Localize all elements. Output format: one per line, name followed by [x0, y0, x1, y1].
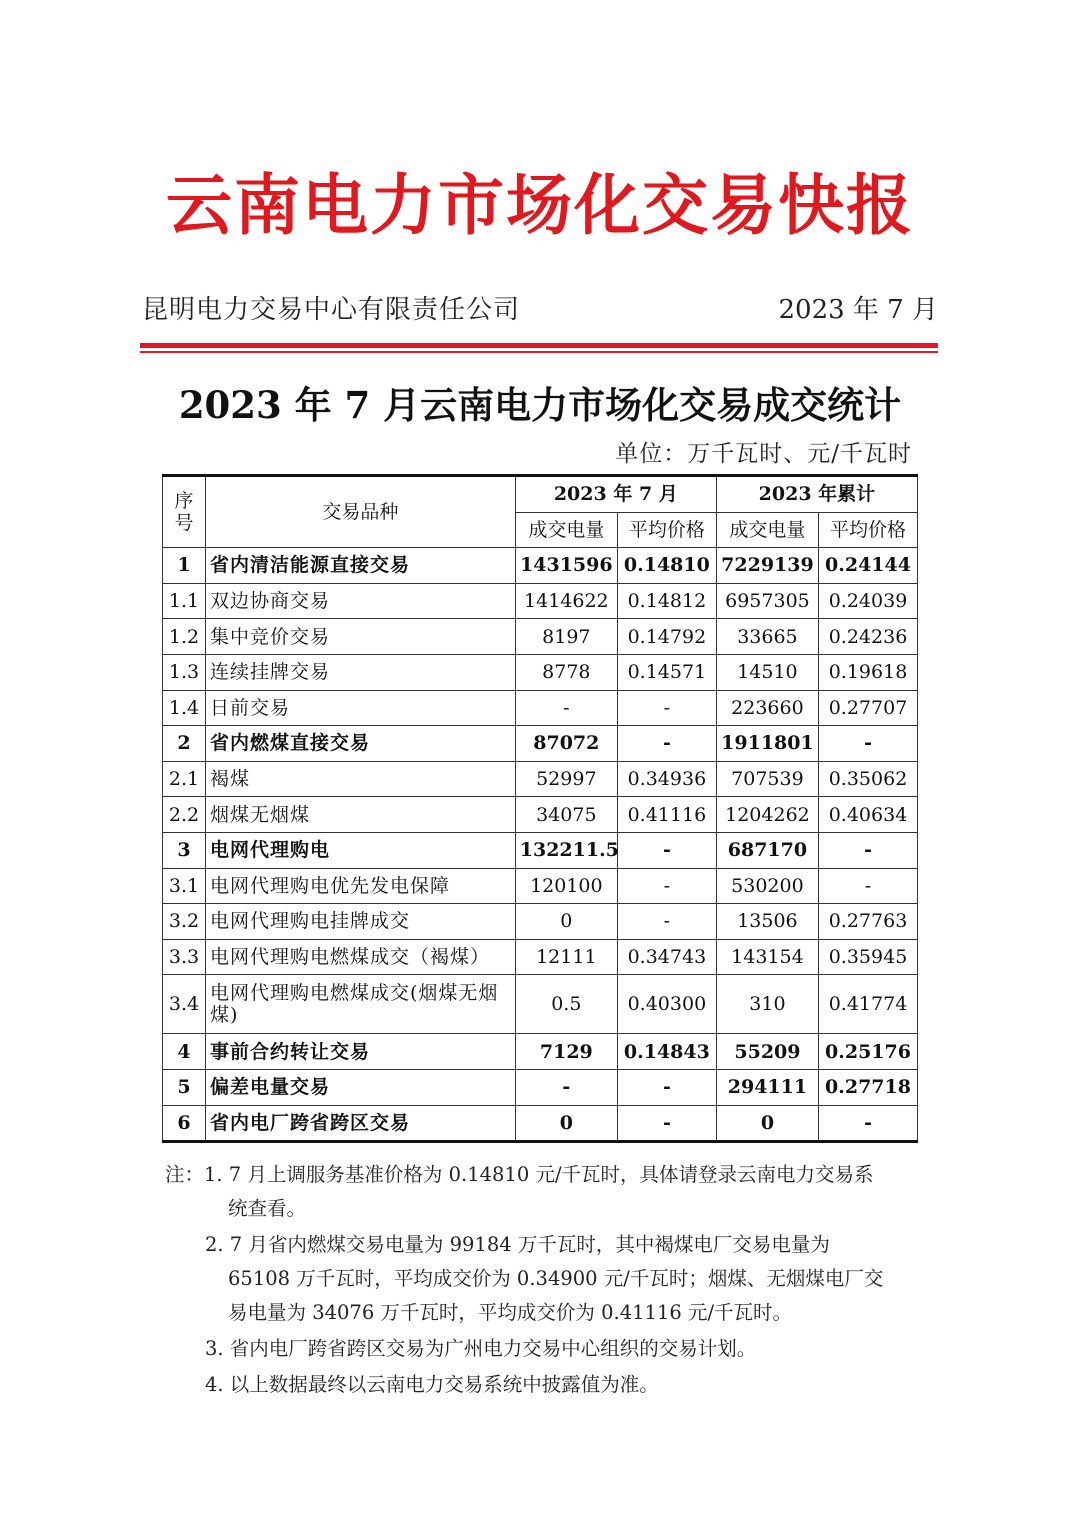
document-title: 2023 年 7 月云南电力市场化交易成交统计 [178, 383, 902, 427]
row-no: 5 [163, 1069, 206, 1105]
row-ytd-price: 0.19618 [819, 654, 918, 690]
note-2-text: 2. 7 月省内燃煤交易电量为 99184 万千瓦时，其中褐煤电厂交易电量为 [205, 1233, 830, 1256]
row-no: 1 [163, 548, 206, 584]
table-row [163, 548, 918, 584]
row-ytd-price: - [819, 726, 918, 762]
row-month-price: - [617, 868, 716, 904]
row-no: 3.2 [163, 904, 206, 940]
row-no: 2 [163, 726, 206, 762]
issue-date: 2023 年 7 月 [778, 295, 938, 325]
row-ytd-price: 0.24144 [819, 548, 918, 584]
row-no: 3 [163, 832, 206, 868]
trade-statistics-table [162, 474, 918, 1143]
row-month-volume: 34075 [515, 797, 617, 833]
row-ytd-volume: 14510 [716, 654, 818, 690]
table-row [163, 975, 918, 1034]
row-ytd-volume: 6957305 [716, 583, 818, 619]
row-ytd-volume: 310 [716, 975, 818, 1034]
row-month-price: 0.14810 [617, 548, 716, 584]
row-month-price: - [617, 1105, 716, 1142]
table-row [163, 1034, 918, 1070]
header-rule-thick [140, 343, 938, 348]
row-month-price: 0.14812 [617, 583, 716, 619]
row-ytd-volume: 1204262 [716, 797, 818, 833]
row-ytd-price: 0.24236 [819, 619, 918, 655]
row-month-price: 0.14843 [617, 1034, 716, 1070]
row-month-price: 0.34743 [617, 939, 716, 975]
note-1 [165, 1158, 925, 1226]
note-2-continuation-1: 65108 万千瓦时，平均成交价为 0.34900 元/千瓦时；烟煤、无烟煤电厂交 [228, 1267, 884, 1290]
row-month-volume: 7129 [515, 1034, 617, 1070]
row-no: 3.1 [163, 868, 206, 904]
header-month-group: 2023 年 7 月 [515, 476, 716, 513]
header-rule-thin [140, 351, 938, 353]
note-2 [165, 1228, 925, 1330]
row-ytd-price: - [819, 1105, 918, 1142]
row-month-volume: 120100 [515, 868, 617, 904]
row-no: 6 [163, 1105, 206, 1142]
row-name: 电网代理购电优先发电保障 [206, 868, 516, 904]
row-ytd-price: 0.40634 [819, 797, 918, 833]
row-ytd-volume: 55209 [716, 1034, 818, 1070]
row-name: 省内燃煤直接交易 [206, 726, 516, 762]
row-ytd-price: 0.24039 [819, 583, 918, 619]
header-ytd-volume: 成交电量 [716, 512, 818, 548]
row-ytd-price: 0.35062 [819, 761, 918, 797]
row-name: 省内清洁能源直接交易 [206, 548, 516, 584]
table-body [163, 548, 918, 1142]
row-ytd-price: 0.27718 [819, 1069, 918, 1105]
row-month-price: - [617, 726, 716, 762]
row-month-price: 0.40300 [617, 975, 716, 1034]
header-ytd-price: 平均价格 [819, 512, 918, 548]
row-ytd-volume: 223660 [716, 690, 818, 726]
row-name: 电网代理购电 [206, 832, 516, 868]
row-month-volume: - [515, 1069, 617, 1105]
row-ytd-volume: 707539 [716, 761, 818, 797]
row-ytd-volume: 0 [716, 1105, 818, 1142]
row-month-volume: 0 [515, 904, 617, 940]
row-month-volume: - [515, 690, 617, 726]
row-name: 偏差电量交易 [206, 1069, 516, 1105]
row-ytd-price: - [819, 868, 918, 904]
row-ytd-volume: 687170 [716, 832, 818, 868]
table-row [163, 797, 918, 833]
header-month-volume: 成交电量 [515, 512, 617, 548]
note-1-continuation: 统查看。 [228, 1197, 307, 1220]
issuer-row [142, 290, 938, 330]
row-month-volume: 52997 [515, 761, 617, 797]
note-4: 4. 以上数据最终以云南电力交易系统中披露值为准。 [205, 1373, 659, 1396]
row-month-price: - [617, 832, 716, 868]
row-no: 4 [163, 1034, 206, 1070]
row-month-price: 0.14571 [617, 654, 716, 690]
row-ytd-price: 0.27763 [819, 904, 918, 940]
row-name: 双边协商交易 [206, 583, 516, 619]
row-month-volume: 8197 [515, 619, 617, 655]
row-ytd-volume: 1911801 [716, 726, 818, 762]
row-name: 省内电厂跨省跨区交易 [206, 1105, 516, 1142]
row-month-price: 0.14792 [617, 619, 716, 655]
row-name: 电网代理购电燃煤成交（褐煤） [206, 939, 516, 975]
row-ytd-price: 0.27707 [819, 690, 918, 726]
table-row [163, 583, 918, 619]
row-name: 电网代理购电挂牌成交 [206, 904, 516, 940]
row-month-volume: 87072 [515, 726, 617, 762]
row-month-volume: 0 [515, 1105, 617, 1142]
row-month-volume: 1414622 [515, 583, 617, 619]
row-month-volume: 132211.5 [515, 832, 617, 868]
issuer-name: 昆明电力交易中心有限责任公司 [142, 295, 521, 325]
row-month-price: - [617, 1069, 716, 1105]
unit-label: 单位：万千瓦时、元/千瓦时 [615, 441, 912, 467]
row-ytd-volume: 33665 [716, 619, 818, 655]
header-name: 交易品种 [206, 476, 516, 548]
table-row [163, 832, 918, 868]
row-no: 1.2 [163, 619, 206, 655]
row-no: 2.2 [163, 797, 206, 833]
row-name: 褐煤 [206, 761, 516, 797]
table-row [163, 690, 918, 726]
table-row [163, 868, 918, 904]
row-ytd-volume: 13506 [716, 904, 818, 940]
header-month-price: 平均价格 [617, 512, 716, 548]
masthead-title: 云南电力市场化交易快报 [166, 166, 914, 244]
table-row [163, 904, 918, 940]
header-ytd-group: 2023 年累计 [716, 476, 917, 513]
row-name: 烟煤无烟煤 [206, 797, 516, 833]
table-row [163, 619, 918, 655]
table-row [163, 1105, 918, 1142]
note-3: 3. 省内电厂跨省跨区交易为广州电力交易中心组织的交易计划。 [205, 1337, 757, 1360]
row-name: 连续挂牌交易 [206, 654, 516, 690]
row-no: 1.1 [163, 583, 206, 619]
row-no: 2.1 [163, 761, 206, 797]
table-row [163, 761, 918, 797]
row-name: 日前交易 [206, 690, 516, 726]
row-month-price: 0.34936 [617, 761, 716, 797]
row-month-price: - [617, 904, 716, 940]
table-row [163, 1069, 918, 1105]
row-ytd-price: 0.25176 [819, 1034, 918, 1070]
row-ytd-price: - [819, 832, 918, 868]
row-month-volume: 12111 [515, 939, 617, 975]
row-name: 集中竞价交易 [206, 619, 516, 655]
note-2-continuation-2: 易电量为 34076 万千瓦时，平均成交价为 0.41116 元/千瓦时。 [228, 1301, 793, 1324]
row-ytd-volume: 143154 [716, 939, 818, 975]
row-month-volume: 8778 [515, 654, 617, 690]
row-name: 事前合约转让交易 [206, 1034, 516, 1070]
row-no: 3.3 [163, 939, 206, 975]
row-month-volume: 0.5 [515, 975, 617, 1034]
row-ytd-price: 0.35945 [819, 939, 918, 975]
row-name: 电网代理购电燃煤成交(烟煤无烟煤) [206, 975, 516, 1034]
note-1-text: 注：1. 7 月上调服务基准价格为 0.14810 元/千瓦时，具体请登录云南电力交易系 [165, 1163, 874, 1186]
row-ytd-volume: 7229139 [716, 548, 818, 584]
table-row [163, 654, 918, 690]
row-no: 1.3 [163, 654, 206, 690]
row-month-volume: 1431596 [515, 548, 617, 584]
row-ytd-volume: 530200 [716, 868, 818, 904]
row-no: 3.4 [163, 975, 206, 1034]
row-ytd-volume: 294111 [716, 1069, 818, 1105]
table-row [163, 726, 918, 762]
row-month-price: 0.41116 [617, 797, 716, 833]
header-no: 序号 [163, 476, 206, 548]
row-month-price: - [617, 690, 716, 726]
table-row [163, 939, 918, 975]
notes [165, 1158, 925, 1402]
row-no: 1.4 [163, 690, 206, 726]
row-ytd-price: 0.41774 [819, 975, 918, 1034]
